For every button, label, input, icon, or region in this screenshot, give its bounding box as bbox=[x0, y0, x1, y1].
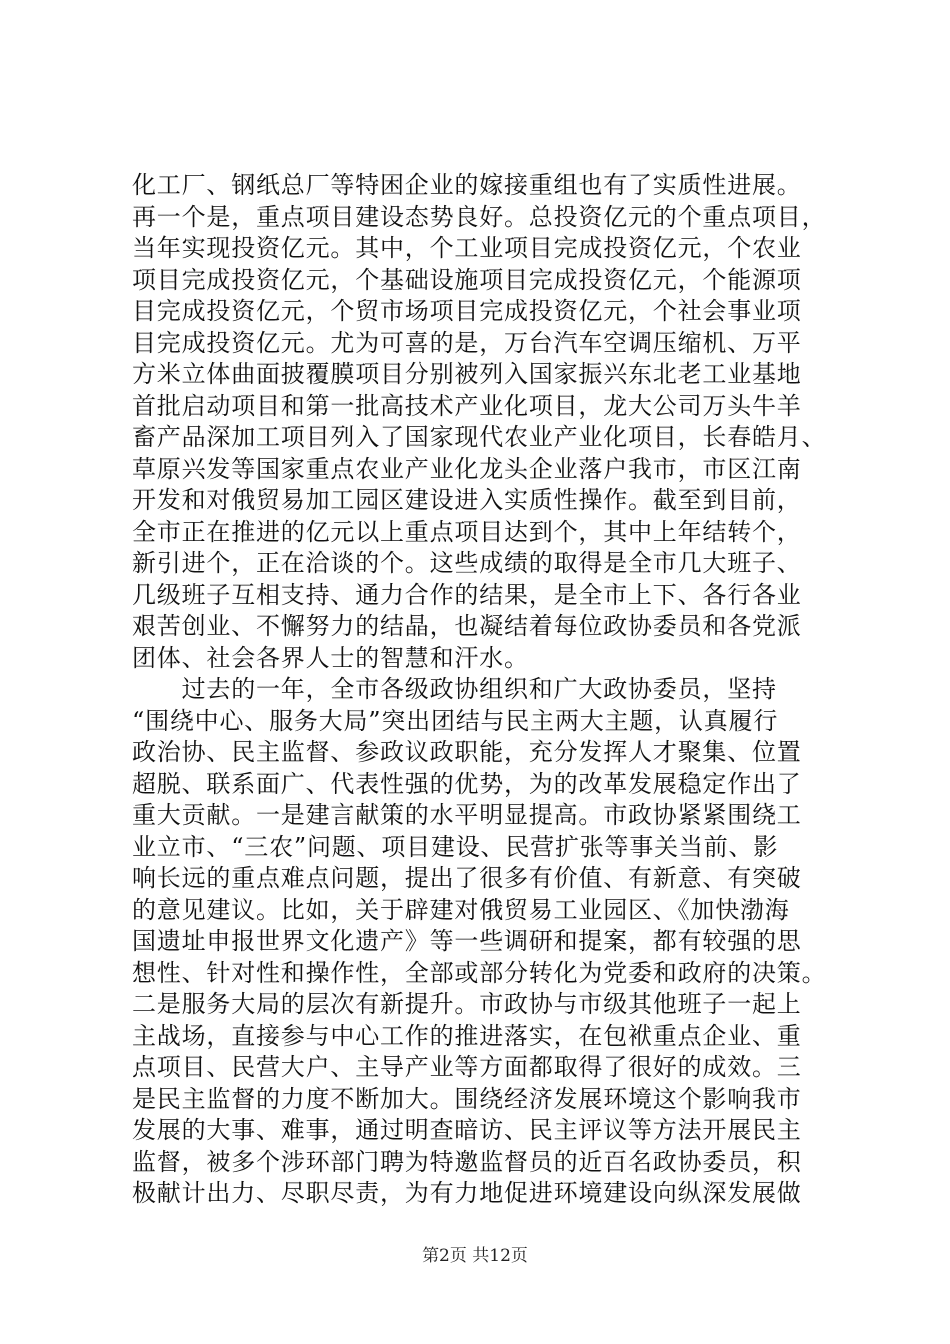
text-line: 发展的大事、难事，通过明查暗访、民主评议等方法开展民主 bbox=[132, 1116, 802, 1144]
text-line: 响长远的重点难点问题，提出了很多有价值、有新意、有突破 bbox=[132, 864, 802, 892]
text-line: 艰苦创业、不懈努力的结晶，也凝结着每位政协委员和各党派 bbox=[132, 612, 802, 640]
text-line: 开发和对俄贸易加工园区建设进入实质性操作。截至到目前， bbox=[132, 486, 802, 514]
text-line: 再一个是，重点项目建设态势良好。总投资亿元的个重点项目， bbox=[132, 202, 827, 231]
text-line: 极献计出力、尽职尽责，为有力地促进环境建设向纵深发展做 bbox=[132, 1179, 802, 1207]
text-line: 团体、社会各界人士的智慧和汗水。 bbox=[132, 643, 529, 672]
text-line: 目完成投资亿元。尤为可喜的是，万台汽车空调压缩机、万平 bbox=[132, 328, 802, 357]
text-line: 点项目、民营大户、主导产业等方面都取得了很好的成效。三 bbox=[132, 1053, 802, 1081]
text-line: 过去的一年，全市各级政协组织和广大政协委员，坚持 bbox=[132, 675, 777, 703]
document-body bbox=[132, 170, 832, 1210]
text-line: 当年实现投资亿元。其中，个工业项目完成投资亿元，个农业 bbox=[132, 234, 802, 262]
text-line: 监督，被多个涉环部门聘为特邀监督员的近百名政协委员，积 bbox=[132, 1147, 802, 1176]
text-line: 政治协、民主监督、参政议政职能，充分发挥人才聚集、位置 bbox=[132, 738, 802, 766]
text-line: 草原兴发等国家重点农业产业化龙头企业落户我市，市区江南 bbox=[132, 454, 802, 483]
text-line: 国遗址申报世界文化遗产》等一些调研和提案，都有较强的思 bbox=[132, 927, 802, 955]
page-number-footer: 第2页 共12页 bbox=[422, 1246, 528, 1266]
text-line: 几级班子互相支持、通力合作的结果，是全市上下、各行各业 bbox=[132, 580, 802, 609]
text-line: “围绕中心、服务大局”突出团结与民主两大主题，认真履行 bbox=[132, 706, 779, 735]
text-line: 项目完成投资亿元，个基础设施项目完成投资亿元，个能源项 bbox=[132, 265, 802, 294]
text-line: 主战场，直接参与中心工作的推进落实，在包袱重点企业、重 bbox=[132, 1021, 802, 1050]
text-line: 首批启动项目和第一批高技术产业化项目，龙大公司万头牛羊 bbox=[132, 391, 802, 420]
text-line: 全市正在推进的亿元以上重点项目达到个，其中上年结转个， bbox=[132, 517, 802, 546]
text-line: 目完成投资亿元，个贸市场项目完成投资亿元，个社会事业项 bbox=[132, 297, 802, 325]
text-line: 重大贡献。一是建言献策的水平明显提高。市政协紧紧围绕工 bbox=[132, 801, 802, 829]
text-line: 业立市、“三农”问题、项目建设、民营扩张等事关当前、影 bbox=[132, 832, 779, 861]
text-line: 是民主监督的力度不断加大。围绕经济发展环境这个影响我市 bbox=[132, 1084, 802, 1113]
text-line: 方米立体曲面披覆膜项目分别被列入国家振兴东北老工业基地 bbox=[132, 360, 802, 388]
text-line: 的意见建议。比如，关于辟建对俄贸易工业园区、《加快渤海 bbox=[132, 895, 790, 924]
text-line: 新引进个，正在洽谈的个。这些成绩的取得是全市几大班子、 bbox=[132, 549, 802, 577]
text-line: 超脱、联系面广、代表性强的优势，为的改革发展稳定作出了 bbox=[132, 769, 802, 798]
text-line: 二是服务大局的层次有新提升。市政协与市级其他班子一起上 bbox=[132, 990, 802, 1018]
text-line: 化工厂、钢纸总厂等特困企业的嫁接重组也有了实质性进展。 bbox=[132, 171, 802, 199]
text-line: 想性、针对性和操作性，全部或部分转化为党委和政府的决策。 bbox=[132, 958, 827, 987]
text-line: 畜产品深加工项目列入了国家现代农业产业化项目，长春皓月、 bbox=[132, 423, 827, 451]
